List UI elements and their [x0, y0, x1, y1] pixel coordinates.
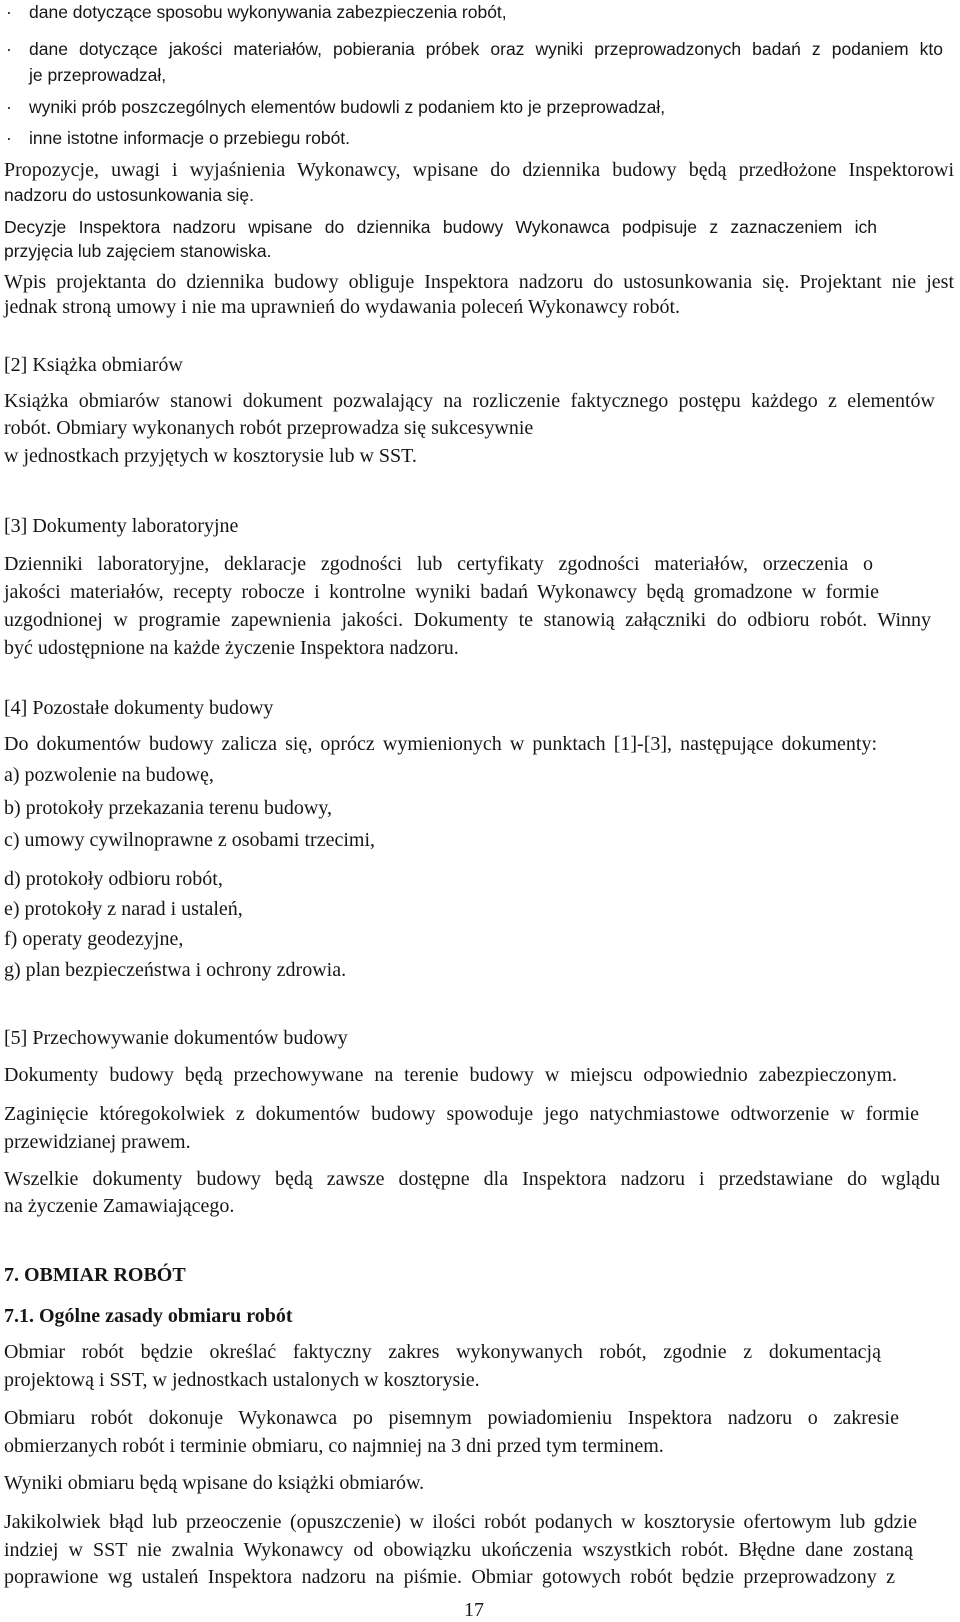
paragraph-line: jakości materiałów, recepty robocze i kontrolne wyniki badań Wykonawcy będą gromadzone w formie: [4, 581, 879, 603]
paragraph-line: Wpis projektanta do dziennika budowy obliguje Inspektora nadzoru do ustosunkowania się. Projektant nie jest: [4, 271, 954, 293]
paragraph-line: Dokumenty budowy będą przechowywane na terenie budowy w miejscu odpowiednio zabezpieczonym.: [4, 1064, 897, 1086]
paragraph-line: być udostępnione na każde życzenie Inspektora nadzoru.: [4, 637, 459, 659]
list-item-line: inne istotne informacje o przebiegu robót.: [29, 128, 351, 148]
paragraph-line: Jakikolwiek błąd lub przeoczenie (opuszczenie) w ilości robót podanych w kosztorysie ofertowym lub gdzie: [4, 1511, 917, 1533]
paragraph-line: Dzienniki laboratoryjne, deklaracje zgodności lub certyfikaty zgodności materiałów, orzeczenia o: [4, 553, 873, 575]
list-item: f) operaty geodezyjne,: [4, 928, 184, 950]
bullet: ·: [6, 39, 12, 59]
section-heading: [2] Książka obmiarów: [4, 354, 183, 376]
paragraph-line: projektową i SST, w jednostkach ustalonych w kosztorysie.: [4, 1369, 480, 1391]
paragraph-line: w jednostkach przyjętych w kosztorysie lub w SST.: [4, 445, 417, 467]
list-item-line: je przeprowadzał,: [29, 65, 167, 85]
paragraph-line: Do dokumentów budowy zalicza się, oprócz wymienionych w punktach [1]-[3], następujące dokumenty:: [4, 733, 877, 755]
paragraph-line: Wszelkie dokumenty budowy będą zawsze dostępne dla Inspektora nadzoru i przedstawiane do wglądu: [4, 1168, 940, 1190]
section-heading: [4] Pozostałe dokumenty budowy: [4, 697, 274, 719]
paragraph-line: Obmiar robót będzie określać faktyczny zakres wykonywanych robót, zgodnie z dokumentacją: [4, 1341, 881, 1363]
list-item-line: dane dotyczące jakości materiałów, pobierania próbek oraz wyniki przeprowadzonych badań z podaniem kto: [29, 39, 943, 59]
paragraph-line: poprawione wg ustaleń Inspektora nadzoru na piśmie. Obmiar gotowych robót będzie przeprowadzony z: [4, 1566, 895, 1588]
bullet: ·: [6, 128, 12, 148]
section-heading: [3] Dokumenty laboratoryjne: [4, 515, 239, 537]
paragraph-line: Zaginięcie któregokolwiek z dokumentów budowy spowoduje jego natychmiastowe odtworzenie w formie: [4, 1103, 919, 1125]
paragraph-line: Obmiaru robót dokonuje Wykonawca po pisemnym powiadomieniu Inspektora nadzoru o zakresie: [4, 1407, 899, 1429]
paragraph-line: jednak stroną umowy i nie ma uprawnień do wydawania poleceń Wykonawcy robót.: [4, 296, 681, 318]
paragraph-line: Decyzje Inspektora nadzoru wpisane do dziennika budowy Wykonawca podpisuje z zaznaczeniem ich: [4, 217, 877, 237]
paragraph-line: Wyniki obmiaru będą wpisane do książki obmiarów.: [4, 1472, 425, 1494]
list-item-line: wyniki prób poszczególnych elementów budowli z podaniem kto je przeprowadzał,: [29, 97, 666, 117]
section-heading: [5] Przechowywanie dokumentów budowy: [4, 1027, 348, 1049]
paragraph-line: przyjęcia lub zajęciem stanowiska.: [4, 241, 272, 261]
list-item: c) umowy cywilnoprawne z osobami trzecimi,: [4, 829, 375, 851]
page-number: 17: [464, 1599, 484, 1621]
chapter-heading: 7. OBMIAR ROBÓT: [4, 1264, 186, 1286]
paragraph-line: robót. Obmiary wykonanych robót przeprowadza się sukcesywnie: [4, 417, 534, 439]
paragraph-line: Propozycje, uwagi i wyjaśnienia Wykonawcy, wpisane do dziennika budowy będą przedłożone Inspektorowi: [4, 159, 954, 181]
paragraph-line: obmierzanych robót i terminie obmiaru, co najmniej na 3 dni przed tym terminem.: [4, 1435, 664, 1457]
list-item: e) protokoły z narad i ustaleń,: [4, 898, 243, 920]
paragraph-line: Książka obmiarów stanowi dokument pozwalający na rozliczenie faktycznego postępu każdego z elementów: [4, 390, 935, 412]
subsection-heading: 7.1. Ogólne zasady obmiaru robót: [4, 1305, 293, 1327]
bullet: ·: [6, 97, 12, 117]
list-item-line: dane dotyczące sposobu wykonywania zabezpieczenia robót,: [29, 2, 507, 22]
paragraph-line: na życzenie Zamawiającego.: [4, 1195, 235, 1217]
list-item: a) pozwolenie na budowę,: [4, 764, 214, 786]
list-item: g) plan bezpieczeństwa i ochrony zdrowia.: [4, 959, 347, 981]
paragraph-line: przewidzianej prawem.: [4, 1131, 191, 1153]
bullet: ·: [6, 2, 12, 22]
paragraph-line: nadzoru do ustosunkowania się.: [4, 185, 255, 205]
list-item: b) protokoły przekazania terenu budowy,: [4, 797, 333, 819]
paragraph-line: indziej w SST nie zwalnia Wykonawcy od obowiązku ukończenia wszystkich robót. Błędne dane zostaną: [4, 1539, 913, 1561]
paragraph-line: uzgodnionej w programie zapewnienia jakości. Dokumenty te stanowią załączniki do odbioru robót. Winny: [4, 609, 931, 631]
list-item: d) protokoły odbioru robót,: [4, 868, 223, 890]
